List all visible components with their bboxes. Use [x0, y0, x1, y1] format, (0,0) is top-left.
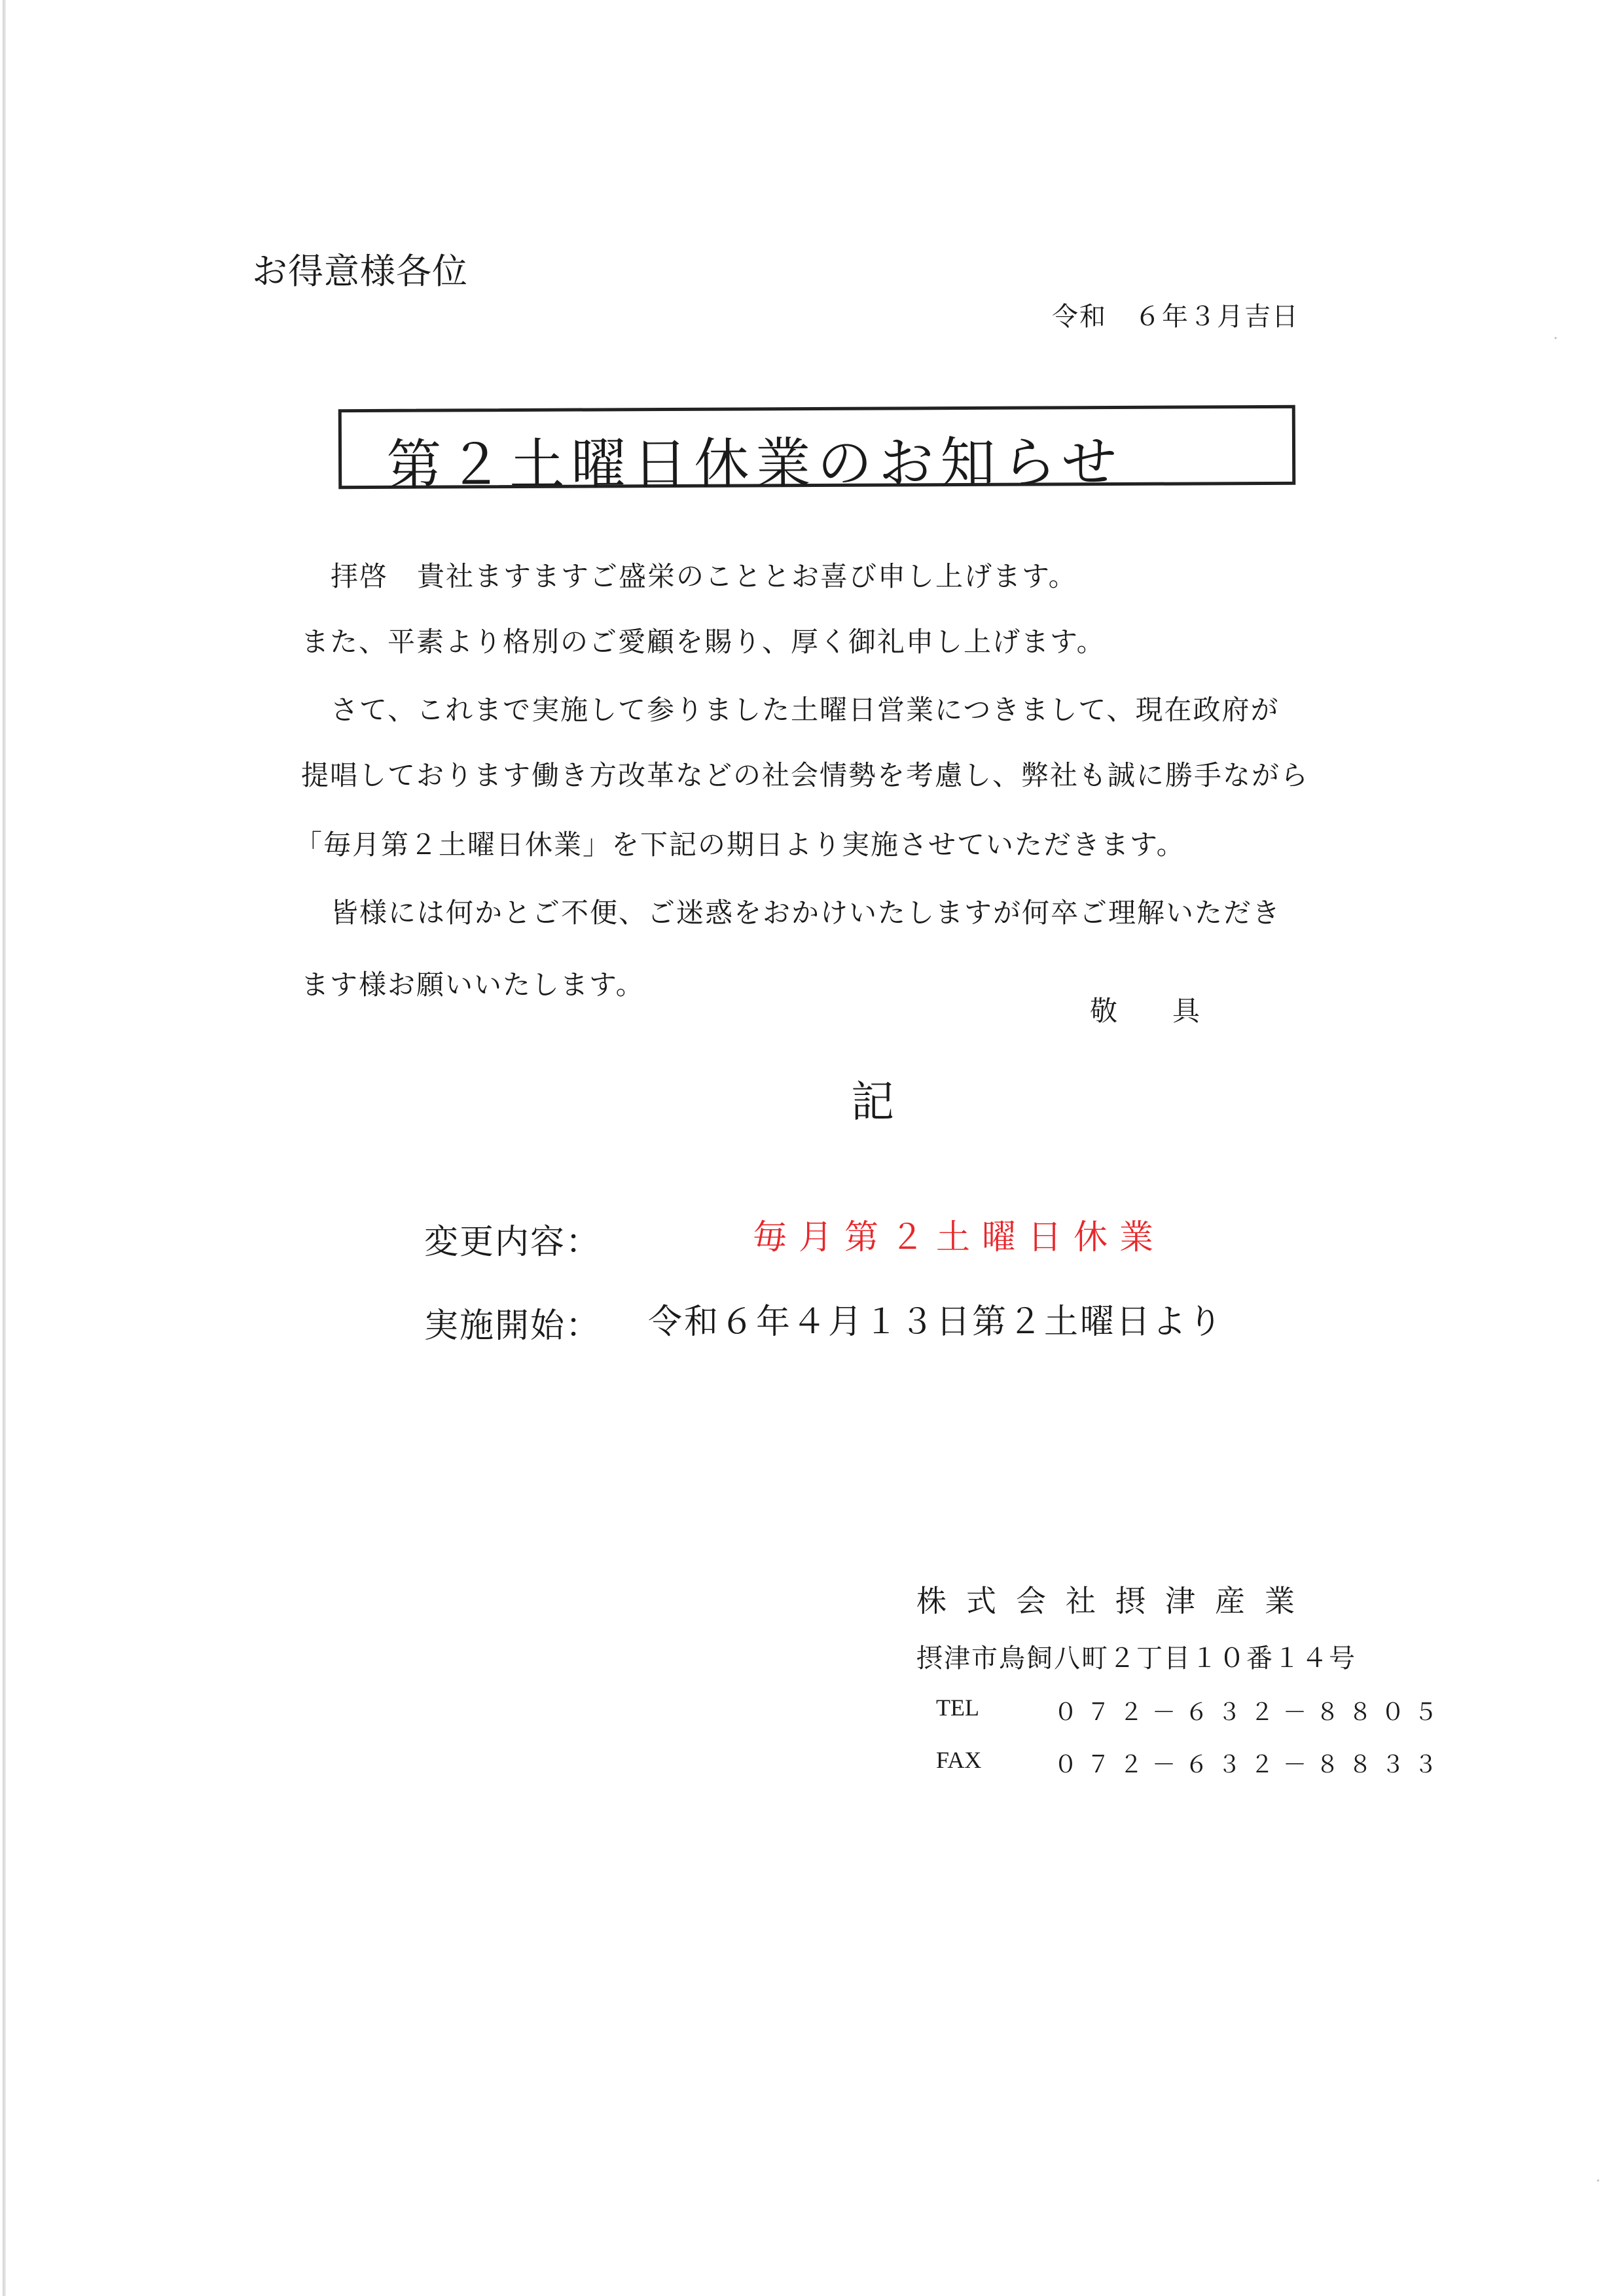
- issue-date: 令和 ６年３月吉日: [1052, 302, 1299, 332]
- start-date-label: 実施開始：: [424, 1306, 602, 1346]
- company-name: 株式会社摂津産業: [916, 1583, 1314, 1619]
- fax-label: FAX: [936, 1747, 982, 1773]
- scan-speck: [1555, 337, 1557, 339]
- tel-number: ０７２－６３２－８８０５: [1054, 1699, 1447, 1726]
- closing-keigu: 敬 具: [1090, 995, 1200, 1027]
- company-address: 摂津市鳥飼八町２丁目１０番１４号: [916, 1643, 1356, 1674]
- tel-label: TEL: [936, 1695, 979, 1721]
- document-title: 第２土曜日休業のお知らせ: [386, 429, 1124, 497]
- addressee: お得意様各位: [252, 251, 468, 292]
- body-line: ます様お願いいたします。: [301, 969, 645, 1001]
- body-line: 拝啓 貴社ますますご盛栄のこととお喜び申し上げます。: [331, 560, 1077, 592]
- ki-heading: 記: [851, 1077, 894, 1127]
- title-box: [338, 405, 1296, 497]
- body-line: また、平素より格別のご愛顧を賜り、厚く御礼申し上げます。: [301, 626, 1106, 658]
- body-line: 提唱しております働き方改革などの社会情勢を考慮し、弊社も誠に勝手ながら: [301, 759, 1310, 791]
- body-line: 「毎月第２土曜日休業」を下記の期日より実施させていただきます。: [295, 829, 1185, 861]
- body-line: 皆様には何かとご不便、ご迷惑をおかけいたしますが何卒ご理解いただき: [331, 897, 1282, 929]
- change-content-value: 毎月第２土曜日休業: [753, 1218, 1166, 1257]
- scan-speck: [1597, 2179, 1599, 2181]
- change-content-label: 変更内容：: [424, 1223, 602, 1262]
- start-date-value: 令和６年４月１３日第２土曜日より: [648, 1302, 1225, 1342]
- body-line: さて、これまで実施して参りました土曜日営業につきまして、現在政府が: [331, 694, 1280, 726]
- scan-edge: [3, 0, 6, 2296]
- fax-number: ０７２－６３２－８８３３: [1054, 1751, 1447, 1778]
